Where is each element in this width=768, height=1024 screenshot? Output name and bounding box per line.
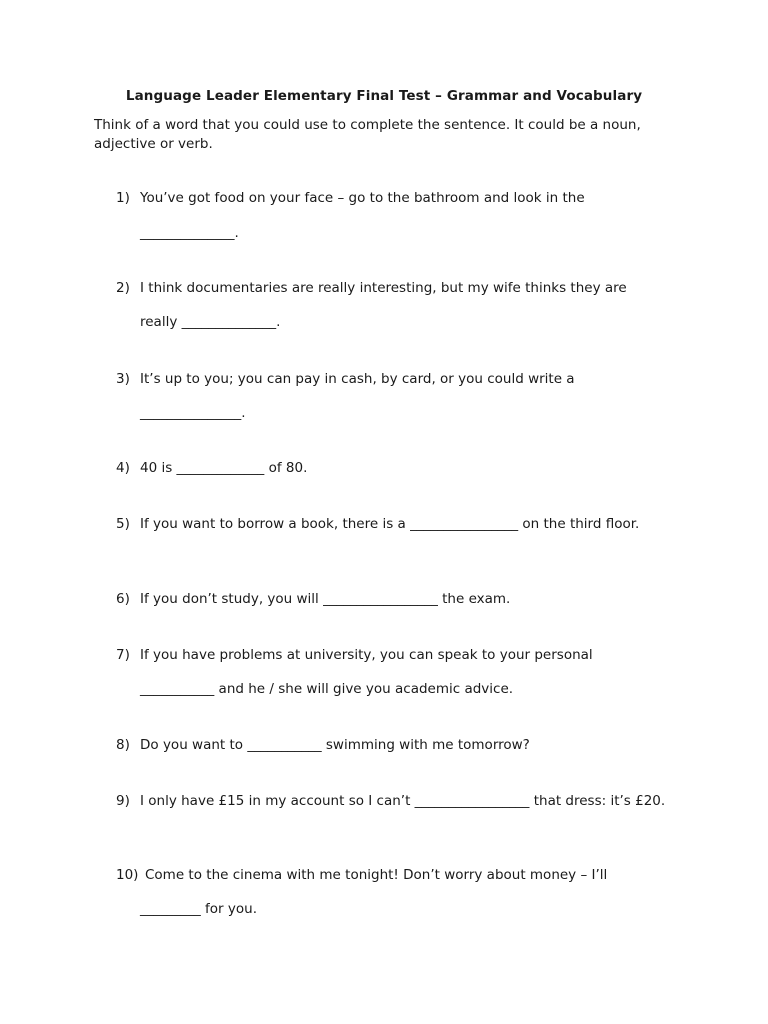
question-1 (116, 189, 676, 208)
question-10 (116, 866, 676, 885)
question-number: 9) (116, 793, 130, 809)
question-text: I think documentaries are really interesting, but my wife thinks they are (140, 280, 627, 296)
question-text: You’ve got food on your face – go to the bathroom and look in the (140, 190, 585, 206)
question-number: 5) (116, 516, 130, 532)
question-7 (116, 646, 676, 665)
question-3-continuation: _______________. (140, 405, 246, 421)
question-3 (116, 370, 676, 389)
question-text: I only have £15 in my account so I can’t _________________ that dress: it’s £20. (140, 793, 666, 809)
question-text: It’s up to you; you can pay in cash, by card, or you could write a (140, 371, 575, 387)
question-number: 4) (116, 460, 130, 476)
question-text: If you want to borrow a book, there is a ________________ on the third floor. (140, 516, 640, 532)
question-6 (116, 590, 676, 609)
page-title: Language Leader Elementary Final Test – Grammar and Vocabulary (125, 88, 643, 104)
question-2 (116, 279, 676, 298)
question-text: If you have problems at university, you can speak to your personal (140, 647, 593, 663)
question-7-continuation: ___________ and he / she will give you academic advice. (140, 681, 514, 697)
question-9 (116, 792, 676, 811)
question-text: If you don’t study, you will _________________ the exam. (140, 591, 511, 607)
question-number: 8) (116, 737, 130, 753)
question-1-continuation: ______________. (140, 225, 239, 241)
question-number: 3) (116, 371, 130, 387)
question-number: 10) (116, 867, 139, 883)
instructions: Think of a word that you could use to complete the sentence. It could be a noun, adjective or verb. (94, 117, 641, 152)
question-number: 7) (116, 647, 130, 663)
question-text: Come to the cinema with me tonight! Don’t worry about money – I’ll (145, 867, 608, 883)
question-4 (116, 459, 676, 478)
question-text: Do you want to ___________ swimming with me tomorrow? (140, 737, 530, 753)
question-2-continuation: really ______________. (140, 314, 281, 330)
question-text: 40 is _____________ of 80. (140, 460, 308, 476)
question-number: 6) (116, 591, 130, 607)
question-8 (116, 736, 676, 755)
question-number: 2) (116, 280, 130, 296)
question-number: 1) (116, 190, 130, 206)
question-5 (116, 515, 676, 534)
question-10-continuation: _________ for you. (140, 901, 257, 917)
